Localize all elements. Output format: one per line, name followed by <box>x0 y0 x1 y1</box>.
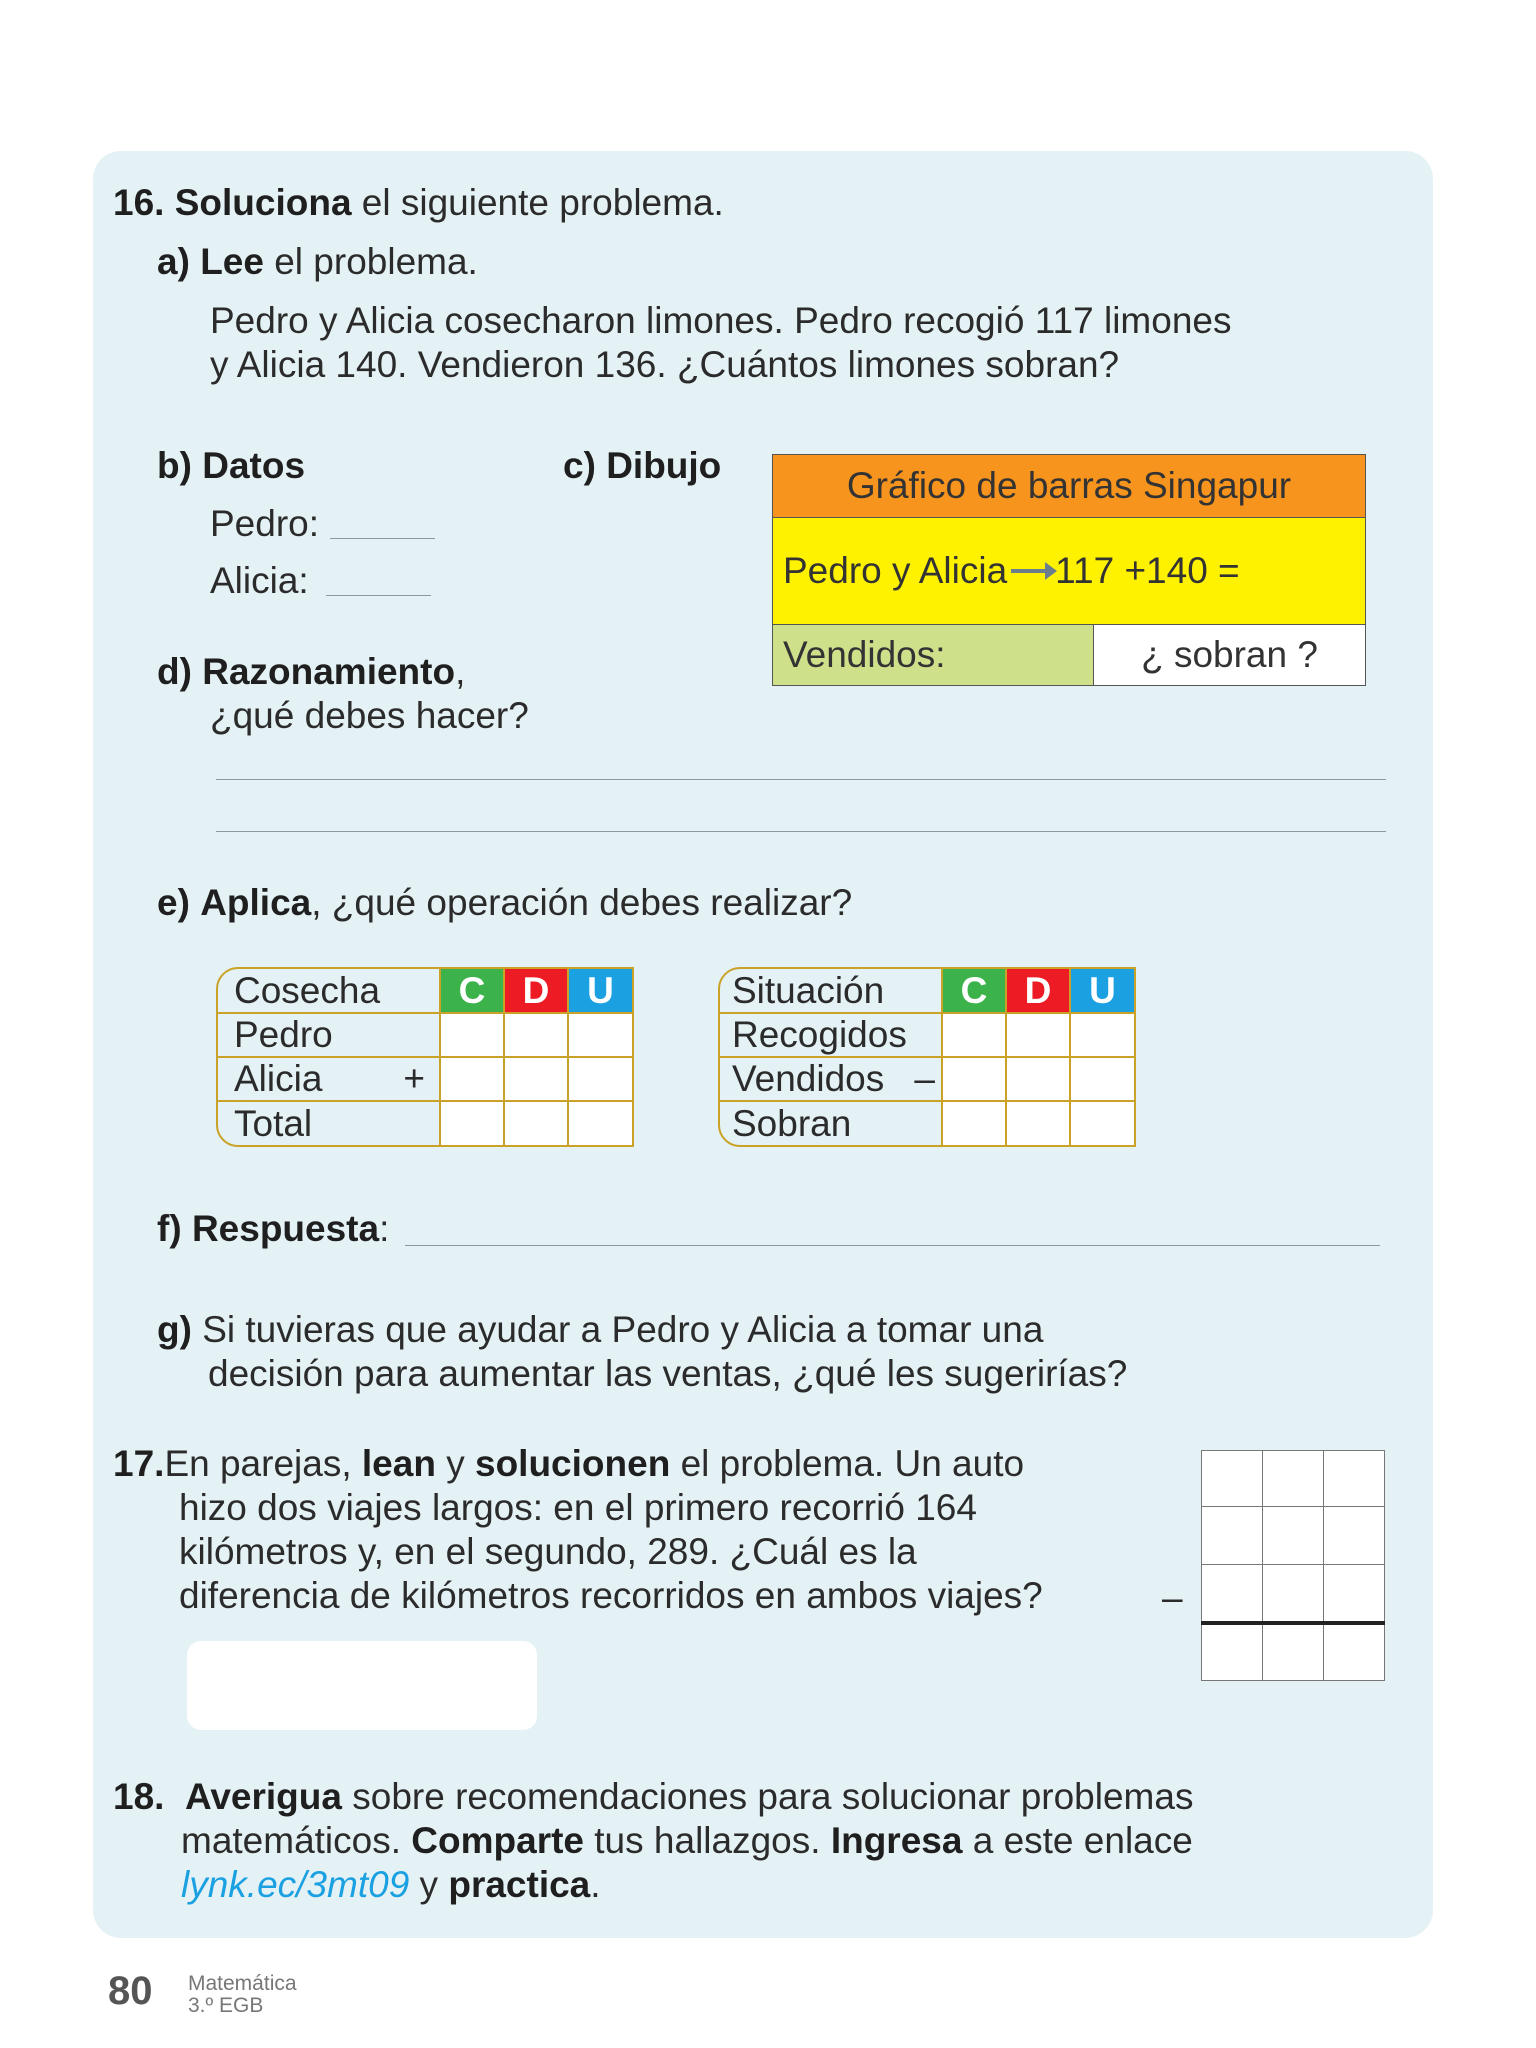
digit-cell[interactable] <box>942 1101 1006 1145</box>
q18-bold-averigua: Averigua <box>185 1776 342 1817</box>
q18-text-1: sobre recomendaciones para solucionar problemas <box>341 1776 1194 1817</box>
q17-bold-lean: lean <box>361 1443 436 1484</box>
digit-cell[interactable] <box>1202 1565 1263 1623</box>
footer-subject <box>188 1973 297 2017</box>
graph-sobran-cell: ¿ sobran ? <box>1093 624 1366 686</box>
digit-cell[interactable] <box>942 1057 1006 1101</box>
digit-cell[interactable] <box>1324 1565 1385 1623</box>
col-d-header: D <box>1006 969 1070 1013</box>
digit-cell[interactable] <box>1006 1101 1070 1145</box>
situacion-table <box>718 967 1136 1147</box>
q18-text-3: y <box>409 1864 449 1905</box>
datos-pedro-blank[interactable] <box>330 538 435 539</box>
col-d-header: D <box>1263 1451 1324 1507</box>
table-row <box>720 1013 1134 1057</box>
arrow-right-icon <box>1011 569 1053 573</box>
q16g-label: g) <box>157 1309 192 1350</box>
col-c-header: C <box>440 969 504 1013</box>
datos-pedro-label: Pedro: <box>210 503 320 544</box>
q16-intro-rest: el siguiente problema. <box>351 182 724 223</box>
q16c-bold: Dibujo <box>606 445 722 486</box>
q16c-heading <box>563 444 721 488</box>
q16-heading <box>113 181 724 225</box>
digit-cell[interactable] <box>1324 1623 1385 1681</box>
q16e-heading <box>157 881 852 925</box>
col-u-header: U <box>1324 1451 1385 1507</box>
q16b-label: b) <box>157 445 192 486</box>
digit-cell[interactable] <box>1070 1013 1134 1057</box>
q16a-bold: Lee <box>200 241 264 282</box>
row-label-text: Alicia <box>234 1058 323 1099</box>
q17-line3: kilómetros y, en el segundo, 289. ¿Cuál es la <box>179 1531 917 1572</box>
singapur-graph-total-row <box>772 517 1366 625</box>
q18-line2 <box>181 1819 1193 1863</box>
digit-cell[interactable] <box>1070 1057 1134 1101</box>
q16f-label: f) <box>157 1208 182 1249</box>
col-c-header: C <box>942 969 1006 1013</box>
row-label: Pedro <box>218 1013 440 1057</box>
q16d-heading <box>157 650 465 694</box>
singapur-graph-title: Gráfico de barras Singapur <box>772 454 1366 518</box>
plus-sign: + <box>403 1058 425 1099</box>
q16d-comma: , <box>455 651 466 692</box>
problem-line-1: Pedro y Alicia cosecharon limones. Pedro recogió 117 limones <box>210 300 1232 341</box>
digit-cell[interactable] <box>1070 1101 1134 1145</box>
q17-text-c: y <box>435 1443 475 1484</box>
page-number: 80 <box>108 1969 153 2013</box>
q16e-bold: Aplica <box>200 882 312 923</box>
q18-bold-ingresa: Ingresa <box>830 1820 963 1861</box>
q16f-colon: : <box>379 1208 390 1249</box>
row-label <box>720 1057 942 1101</box>
col-c-header: C <box>1202 1451 1263 1507</box>
q16a-heading <box>157 240 478 284</box>
q18-bold-practica: practica <box>448 1864 591 1905</box>
digit-cell[interactable] <box>568 1013 632 1057</box>
q18-period: . <box>590 1864 601 1905</box>
problem-line-2: y Alicia 140. Vendieron 136. ¿Cuántos limones sobran? <box>210 344 1120 385</box>
q18-line1 <box>113 1775 1193 1819</box>
digit-cell[interactable] <box>568 1101 632 1145</box>
q16c-label: c) <box>563 445 596 486</box>
col-d-header: D <box>504 969 568 1013</box>
table-row <box>720 1101 1134 1145</box>
q16d-label: d) <box>157 651 192 692</box>
digit-cell[interactable] <box>504 1101 568 1145</box>
respuesta-line[interactable] <box>405 1245 1380 1246</box>
digit-cell[interactable] <box>1006 1057 1070 1101</box>
row-label-text: Vendidos <box>732 1058 885 1099</box>
q18-number: 18. <box>113 1776 165 1817</box>
datos-alicia-label: Alicia: <box>210 560 309 601</box>
q18-text-2c: tus hallazgos. <box>584 1820 831 1861</box>
digit-cell[interactable] <box>1202 1623 1263 1681</box>
row-label: Sobran <box>720 1101 942 1145</box>
q17-text-e: el problema. Un auto <box>670 1443 1025 1484</box>
q17-minus-sign: – <box>1162 1577 1183 1618</box>
digit-cell[interactable] <box>440 1057 504 1101</box>
q16g-line1 <box>157 1308 1043 1352</box>
q17-number: 17. <box>113 1443 165 1484</box>
digit-cell[interactable] <box>440 1013 504 1057</box>
cosecha-header: Cosecha <box>218 969 440 1013</box>
q16e-label: e) <box>157 882 190 923</box>
q16b-bold: Datos <box>202 445 306 486</box>
digit-cell[interactable] <box>1006 1013 1070 1057</box>
q17-cdu-grid <box>1201 1450 1385 1681</box>
q17-answer-box[interactable] <box>187 1641 537 1730</box>
q18-text-2e: a este enlace <box>962 1820 1193 1861</box>
digit-cell[interactable] <box>1324 1507 1385 1565</box>
digit-cell[interactable] <box>1263 1565 1324 1623</box>
digit-cell[interactable] <box>504 1013 568 1057</box>
q18-bold-comparte: Comparte <box>411 1820 584 1861</box>
col-u-header: U <box>568 969 632 1013</box>
table-row <box>720 1057 1134 1101</box>
situacion-header: Situación <box>720 969 942 1013</box>
digit-cell[interactable] <box>568 1057 632 1101</box>
table-row <box>218 1101 632 1145</box>
q17-line4: diferencia de kilómetros recorridos en ambos viajes? <box>179 1575 1043 1616</box>
q18-text-2a: matemáticos. <box>181 1820 412 1861</box>
graph-vendidos-cell: Vendidos: <box>772 624 1094 686</box>
q17-bold-solucionen: solucionen <box>475 1443 671 1484</box>
q16d-question: ¿qué debes hacer? <box>210 695 529 736</box>
q16e-rest: , ¿qué operación debes realizar? <box>311 882 853 923</box>
q17-line2: hizo dos viajes largos: en el primero recorrió 164 <box>179 1487 977 1528</box>
q18-line3 <box>181 1863 601 1907</box>
col-u-header: U <box>1070 969 1134 1013</box>
table-row <box>218 1013 632 1057</box>
digit-cell[interactable] <box>942 1013 1006 1057</box>
grade-name: 3.º EGB <box>188 1994 264 2017</box>
q16-number: 16. <box>113 182 165 223</box>
q16f-bold: Respuesta <box>191 1208 380 1249</box>
digit-cell[interactable] <box>1263 1507 1324 1565</box>
cosecha-table <box>216 967 634 1147</box>
minus-sign: – <box>914 1058 935 1099</box>
digit-cell[interactable] <box>1263 1623 1324 1681</box>
q16f-heading <box>157 1207 389 1251</box>
q16b-heading <box>157 444 305 488</box>
q16d-bold: Razonamiento <box>202 651 456 692</box>
q16-intro-bold: Soluciona <box>174 182 352 223</box>
q16g-text-2: decisión para aumentar las ventas, ¿qué les sugerirías? <box>208 1353 1128 1394</box>
datos-alicia-blank[interactable] <box>326 595 431 596</box>
row-label <box>218 1057 440 1101</box>
q16g-text-1: Si tuvieras que ayudar a Pedro y Alicia a tomar una <box>202 1309 1044 1350</box>
graph-row-left: Pedro y Alicia <box>783 550 1008 591</box>
q17-text-a: En parejas, <box>164 1443 362 1484</box>
digit-cell[interactable] <box>504 1057 568 1101</box>
graph-row-right: 117 +140 = <box>1055 550 1240 591</box>
table-row <box>218 1057 632 1101</box>
q16a-rest: el problema. <box>263 241 478 282</box>
q16a-label: a) <box>157 241 190 282</box>
razonamiento-line-1[interactable] <box>216 779 1386 780</box>
digit-cell[interactable] <box>440 1101 504 1145</box>
row-label: Recogidos <box>720 1013 942 1057</box>
subject-name: Matemática <box>188 1972 297 1995</box>
row-label: Total <box>218 1101 440 1145</box>
digit-cell[interactable] <box>1202 1507 1263 1565</box>
q18-link[interactable]: lynk.ec/3mt09 <box>181 1864 410 1905</box>
razonamiento-line-2[interactable] <box>216 831 1386 832</box>
q17-line1 <box>113 1442 1024 1486</box>
